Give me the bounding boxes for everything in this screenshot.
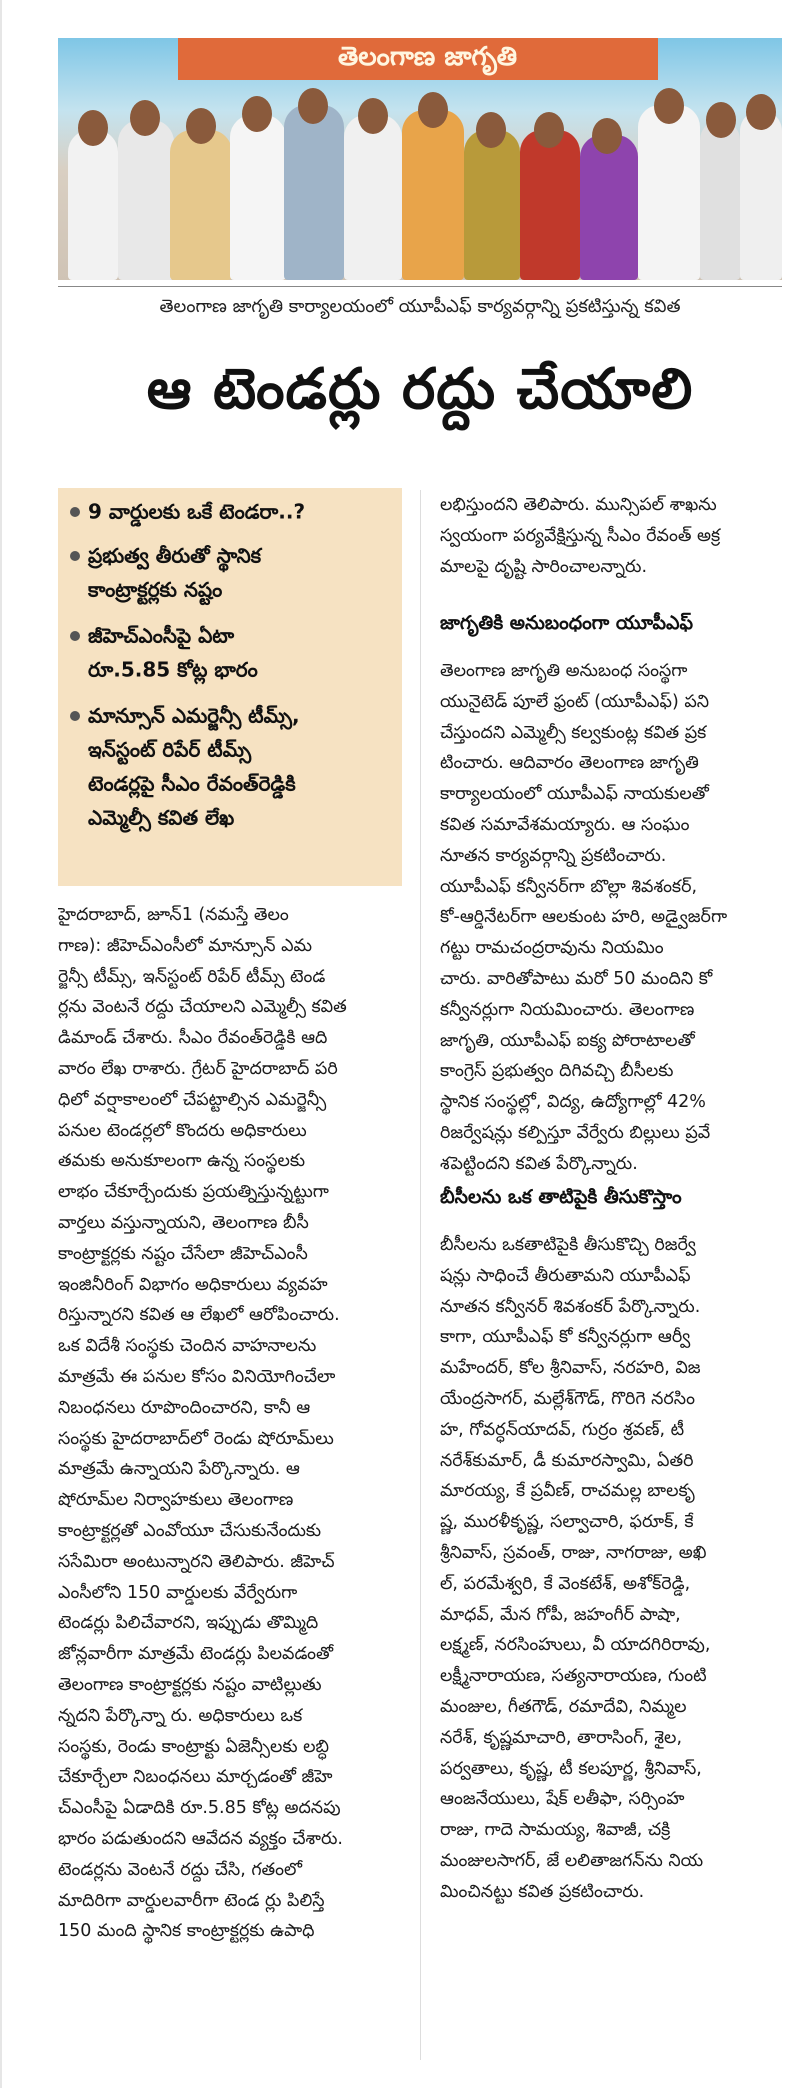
text-line: తమకు అనుకూలంగా ఉన్న సంస్థలకు [58,1151,306,1172]
text-line: కన్వీనర్లుగా నియమించారు. తెలంగాణ [440,999,695,1020]
person-figure [284,105,344,280]
text-line: వార్తలు వస్తున్నాయని, తెలంగాణ బీసీ [58,1212,309,1233]
text-line: ఇంజినీరింగ్ విభాగం అధికారులు వ్యవహ [58,1274,328,1295]
person-head [358,98,388,134]
right-column-text-top [440,490,782,582]
bullet-icon [70,507,80,517]
text-line: కాగా, యూపీఎఫ్ కో కన్వీనర్లుగా ఆర్వీ [440,1327,691,1348]
person-head [746,94,776,130]
text-line: చ్ఎంసీపై ఏడాదికి రూ.5.85 కోట్ల అదనపు [58,1798,341,1819]
text-line: హైదరాబాద్, జూన్1 (నమస్తే తెలం [58,905,289,925]
person-head [298,88,328,124]
bullet-icon [70,711,80,721]
text-line: మించినట్టు కవిత ప్రకటించారు. [440,1881,645,1902]
text-line: ఒక విదేశీ సంస్థకు చెందిన వాహనాలను [58,1336,317,1357]
text-line: ర్లను వెంటనే రద్దు చేయాలని ఎమ్మెల్సీ కవిత [58,997,347,1018]
text-line: మాత్రమే ఈ పనుల కోసం వినియోగించేలా [58,1366,336,1387]
highlight-item-cont: కాంట్రాక్టర్లకు నష్టం [88,577,223,602]
photo-banner-text: తెలంగాణ జాగృతి [338,42,518,72]
text-line: నరేశ్‌కుమార్, డీ కుమారస్వామి, ఏతరి [440,1450,694,1471]
text-line: లక్ష్మీనారాయణ, సత్యనారాయణ, గుంటి [440,1666,707,1687]
text-line: టెండర్లు పిలిచేవారని, ఇప్పుడు తొమ్మిది [58,1613,319,1634]
person-head [654,88,684,124]
text-line: ష్ణ, మురళీకృష్ణ, సల్వాచారి, ఫరూక్, కే [440,1512,694,1533]
text-line: చేస్తుందని ఎమ్మెల్సీ కల్వకుంట్ల కవిత ప్రక [440,722,707,743]
person-head [706,102,736,138]
caption-rule [58,286,782,287]
text-line: లభిస్తుందని తెలిపారు. మున్సిపల్ శాఖను [440,495,717,515]
text-line: షోరూమ్‌ల నిర్వాహకులు తెలంగాణ [58,1490,294,1511]
bullet-icon [70,631,80,641]
text-line: తెలంగాణ జాగృతి అనుబంధ సంస్థగా [440,661,688,681]
person-figure [580,135,638,280]
highlights-box [58,488,402,886]
text-line: శ్రీనివాస్, స్రవంత్, రాజు, నాగరాజు, అఖి [440,1542,707,1563]
column-divider [420,490,421,2060]
text-line: రిజర్వేషన్లు కల్పిస్తూ వేర్వేరు బిల్లులు ప్రవే [440,1122,711,1143]
text-line: పర్వతాలు, కృష్ణ, టీ కలపూర్ణ, శ్రీనివాస్, [440,1758,702,1779]
text-line: చేకూర్చేలా నిబంధనలు మార్చడంతో జీహె [58,1767,333,1788]
text-line: నిబంధనలు రూపొందించారని, కానీ ఆ [58,1397,311,1418]
text-line: జోన్లవారీగా మాత్రమే టెండర్లు పిలవడంతో [58,1644,334,1665]
text-line: హ, గోవర్ధన్‌యాదవ్, గుర్రం శ్రవణ్, టీ [440,1419,685,1440]
text-line: తెలంగాణ కాంట్రాక్టర్లకు నష్టం వాటిల్లుతు [58,1674,322,1695]
text-line: కాంగ్రెస్ ప్రభుత్వం దిగివచ్చి బీసీలకు [440,1061,674,1082]
text-line: నూతన కన్వీనర్ శివశంకర్ పేర్కొన్నారు. [440,1296,701,1317]
text-line: కాంట్రాక్టర్లకు నష్టం చేసేలా జీహెచ్ఎంసీ [58,1243,308,1264]
text-line: ఆంజనేయులు, షేక్ లతీఫా, సర్సింహ [440,1789,685,1810]
text-line: మహేందర్, కోల శ్రీనివాస్, నరహరి, విజ [440,1358,701,1379]
person-figure [68,130,118,280]
text-line: మంజులసాగర్, జే లలితాజగన్‌ను నియ [440,1850,704,1871]
text-line: ససేమిరా అంటున్నారని తెలిపారు. జీహెచ్ [58,1551,335,1572]
text-line: నరేశ్, కృష్ణమాచారి, తారాసింగ్, శైల, [440,1727,683,1748]
text-line: లాభం చేకూర్చేందుకు ప్రయత్నిస్తున్నట్టుగా [58,1182,329,1203]
text-line: సంస్థకు, రెండు కాంట్రాక్టు ఏజెన్సీలకు లబ్ధి [58,1736,330,1757]
person-figure [402,110,464,280]
highlight-item: ప్రభుత్వ తీరుతో స్థానిక [70,538,394,572]
text-line: 150 మంది స్థానిక కాంట్రాక్టర్లకు ఉపాధి [58,1921,315,1942]
subheading-bc-unity: బీసీలను ఒక తాటిపైకి తీసుకొస్తాం [440,1186,682,1208]
text-line: షన్లు సాధించే తీరుతామని యూపీఎఫ్ [440,1265,691,1286]
right-column-text-mid [440,656,782,1180]
headline: ఆ టెండర్లు రద్దు చేయాలి [146,357,694,422]
person-figure [638,105,700,280]
text-line: యునైటెడ్ పూలే ఫ్రంట్ (యూపీఎఫ్) పని [440,691,710,712]
text-line: ఎంసీలోని 150 వార్డులకు వేర్వేరుగా [58,1582,298,1603]
text-line: కవిత సమావేశమయ్యారు. ఆ సంఘం [440,814,690,835]
text-line: గాణ): జీహెచ్ఎంసీలో మాన్సూన్ ఎమ [58,935,313,956]
page-edge [0,0,2,2088]
text-line: కార్యాలయంలో యూపీఎఫ్ నాయకులతో [440,784,709,805]
text-line: మాలపై దృష్టి సారించాలన్నారు. [440,556,648,577]
text-line: కాంట్రాక్టర్లతో ఎంవోయూ చేసుకునేందుకు [58,1520,322,1541]
text-line: నూతన కార్యవర్గాన్ని ప్రకటించారు. [440,845,667,866]
person-figure [700,120,740,280]
text-line: టెండర్లను వెంటనే రద్దు చేసి, గతంలో [58,1859,303,1880]
person-head [592,118,622,154]
text-line: మాదిరిగా వార్డులవారీగా టెండ ర్లు పిలిస్తే [58,1890,325,1911]
text-line: కో-ఆర్డినేటర్‌గా ఆలకుంట హరి, అడ్వైజర్‌గా [440,907,728,928]
text-line: వారం లేఖ రాశారు. గ్రేటర్ హైదరాబాద్ పరి [58,1058,338,1079]
text-line: టించారు. ఆదివారం తెలంగాణ జాగృతి [440,753,699,774]
text-line: మాత్రమే ఉన్నాయని పేర్కొన్నారు. ఆ [58,1459,300,1480]
subheading-upf: జాగృతికి అనుబంధంగా యూపీఎఫ్ [440,612,693,634]
highlight-item-cont: టెండర్లపై సీఎం రేవంత్‌రెడ్డికి [88,771,296,796]
text-line: శపెట్టిందని కవిత పేర్కొన్నారు. [440,1153,638,1174]
text-line: భారం పడుతుందని ఆవేదన వ్యక్తం చేశారు. [58,1828,343,1849]
text-line: మారయ్య, కే ప్రవీణ్, రాచమల్ల బాలకృ [440,1481,695,1502]
text-line: పనుల టెండర్లలో కొందరు అధికారులు [58,1120,307,1141]
text-line: యేంద్రసాగర్, మల్లేశ్‌గౌడ్, గొరిగె నరసిం [440,1388,695,1409]
highlight-item-cont: ఇన్‌స్టంట్ రిపేర్ టీమ్స్ [88,737,252,762]
text-line: స్వయంగా పర్యవేక్షిస్తున్న సీఎం రేవంత్ అక్ర [440,525,721,546]
text-line: లక్ష్మణ్, నరసింహులు, వీ యాదగిరిరావు, [440,1635,711,1656]
text-line: బీసీలను ఒకతాటిపైకి తీసుకొచ్చి రిజర్వే [440,1235,696,1255]
person-head [534,112,564,148]
text-line: సంస్థకు హైదరాబాద్‌లో రెండు షోరూమ్‌లు [58,1428,334,1449]
person-figure [230,115,286,280]
bullet-icon [70,551,80,561]
person-head [186,108,216,144]
person-head [476,112,506,148]
highlight-item: 9 వార్డులకు ఒకే టెండరా..? [70,494,394,528]
person-figure [118,120,174,280]
news-photo [58,38,782,280]
text-line: స్థానిక సంస్థల్లో, విద్య, ఉద్యోగాల్లో 42% [440,1092,706,1113]
text-line: రిస్తున్నారని కవిత ఆ లేఖలో ఆరోపించారు. [58,1305,340,1326]
highlight-item: మాన్సూన్ ఎమర్జెన్సీ టీమ్స్, [70,698,394,732]
person-head [78,110,108,146]
text-line: ల్, పరమేశ్వరి, కే వెంకటేశ్, అశోక్‌రెడ్డి, [440,1573,691,1594]
text-line: ర్జెన్సీ టీమ్స్, ఇన్‌స్టంట్ రిపేర్ టీమ్స్ టెండ [58,966,326,987]
text-line: యూపీఎఫ్ కన్వీనర్‌గా బొల్లా శివశంకర్, [440,876,698,897]
text-line: రాజు, గాదె సామయ్య, శివాజీ, చక్రి [440,1820,671,1841]
person-head [418,92,448,128]
photo-caption: తెలంగాణ జాగృతి కార్యాలయంలో యూపీఎఫ్ కార్యవర్గాన్ని ప్రకటిస్తున్న కవిత [159,296,681,317]
text-line: న్నదని పేర్కొన్నా రు. అధికారులు ఒక [58,1705,303,1726]
left-column-text [58,900,402,1947]
person-figure [170,130,232,280]
person-figure [740,110,782,280]
person-head [242,96,272,132]
text-line: ధిలో వర్షాకాలంలో చేపట్టాల్సిన ఎమర్జెన్సీ [58,1089,327,1110]
text-line: డిమాండ్ చేశారు. సీఎం రేవంత్‌రెడ్డికి ఆది [58,1028,328,1049]
person-figure [344,115,402,280]
person-figure [464,130,520,280]
highlight-item-cont: ఎమ్మెల్సీ కవిత లేఖ [88,805,235,830]
text-line: చారు. వారితోపాటు మరో 50 మందిని కో [440,968,713,989]
text-line: మంజుల, గీతగౌడ్, రమాదేవి, నిమ్మల [440,1696,687,1717]
person-figure [520,130,580,280]
text-line: గట్టు రామచంద్రరావును నియమిం [440,938,664,959]
text-line: జాగృతి, యూపీఎఫ్ ఐక్య పోరాటాలతో [440,1030,695,1051]
highlight-item-cont: రూ.5.85 కోట్ల భారం [88,657,258,682]
text-line: మాధవ్, మేన గోపీ, జహంగీర్ పాషా, [440,1604,681,1625]
right-column-text-bottom [440,1230,782,1908]
highlight-item: జీహెచ్ఎంసీపై ఏటా [70,618,394,652]
person-head [130,100,160,136]
